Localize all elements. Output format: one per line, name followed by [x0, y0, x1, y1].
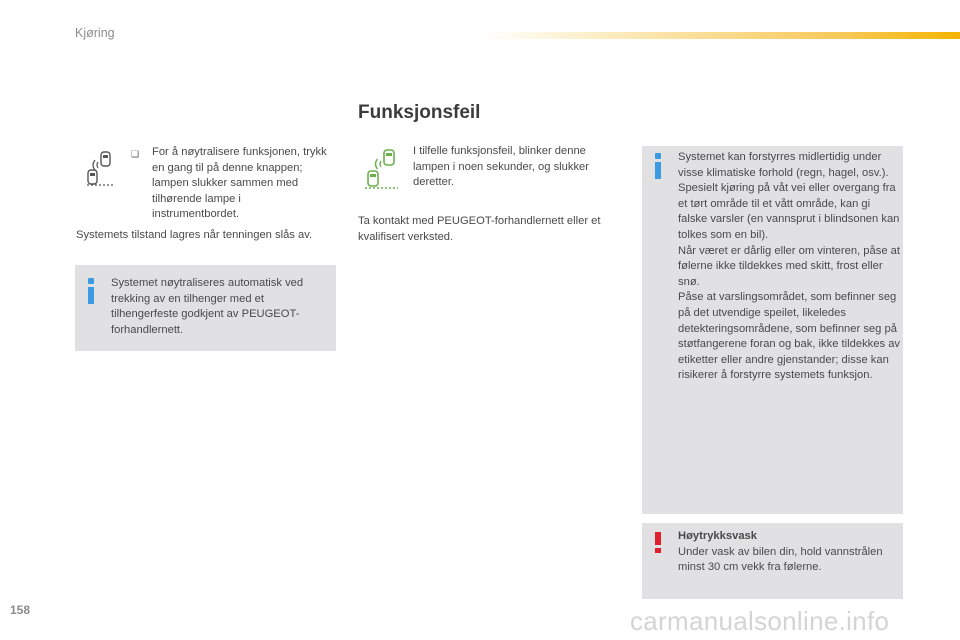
- info-box-tow: [75, 265, 336, 351]
- warning-wash-text: [678, 529, 888, 576]
- info-weather-text: [678, 150, 900, 384]
- page-heading: Funksjonsfeil: [358, 102, 481, 123]
- warning-box-wash: [642, 523, 903, 599]
- bullet-marker: ❑: [131, 149, 140, 159]
- warning-icon: [653, 532, 661, 553]
- info-tow-text: Systemet nøytraliseres automatisk ved trekking av en tilhenger med et tilhengerfeste godkjent av PEUGEOT-forhandlernett.: [111, 277, 304, 336]
- contact-dealer-text: Ta kontakt med PEUGEOT-forhandlernett eller et kvalifisert verksted.: [358, 215, 601, 243]
- info-icon: [653, 153, 663, 179]
- section-title: Kjøring: [75, 26, 115, 40]
- blind-spot-button-icon: [84, 150, 116, 186]
- watermark: carmanualsonline.info: [630, 606, 890, 636]
- page-number: 158: [10, 603, 31, 617]
- blind-spot-warning-lamp-icon: [362, 148, 402, 190]
- weather-line: Systemet kan forstyrres midlertidig under visse klimatiske forhold (regn, hagel, osv.).: [678, 151, 889, 179]
- warning-title: Høytrykksvask: [678, 530, 757, 542]
- state-saved-note: Systemets tilstand lagres når tenningen slås av.: [76, 229, 313, 241]
- weather-line: Når været er dårlig eller om vinteren, påse at følerne ikke tildekkes med skitt, frost eller snø.: [678, 244, 900, 288]
- weather-line: Påse at varslingsområdet, som befinner seg på det utvendige speilet, likeledes detekteringsområdene, som befinner seg på støtfangerene foran og bak, ikke tildekkes av etiketter eller andre gjenstander; disse kan risikerer å forstyrre systemets funksjon.: [678, 291, 901, 382]
- neutralize-instruction: For å nøytralisere funksjonen, trykk en gang til på denne knappen; lampen slukker sammen med tilhørende lampe i instrumentbordet.: [152, 146, 327, 221]
- info-box-weather: [642, 146, 903, 514]
- weather-line: Spesielt kjøring på våt vei eller overgang fra et tørt område til et vått område, kan gi falske varsler (en vannsprut i blindsonen kan tolkes som en bil).: [678, 182, 900, 241]
- header-accent-bar: [482, 32, 960, 39]
- info-icon: [86, 278, 96, 304]
- warning-body: Under vask av bilen din, hold vannstrålen minst 30 cm vekk fra følerne.: [678, 545, 883, 574]
- malfunction-text: I tilfelle funksjonsfeil, blinker denne lampen i noen sekunder, og slukker deretter.: [413, 145, 590, 189]
